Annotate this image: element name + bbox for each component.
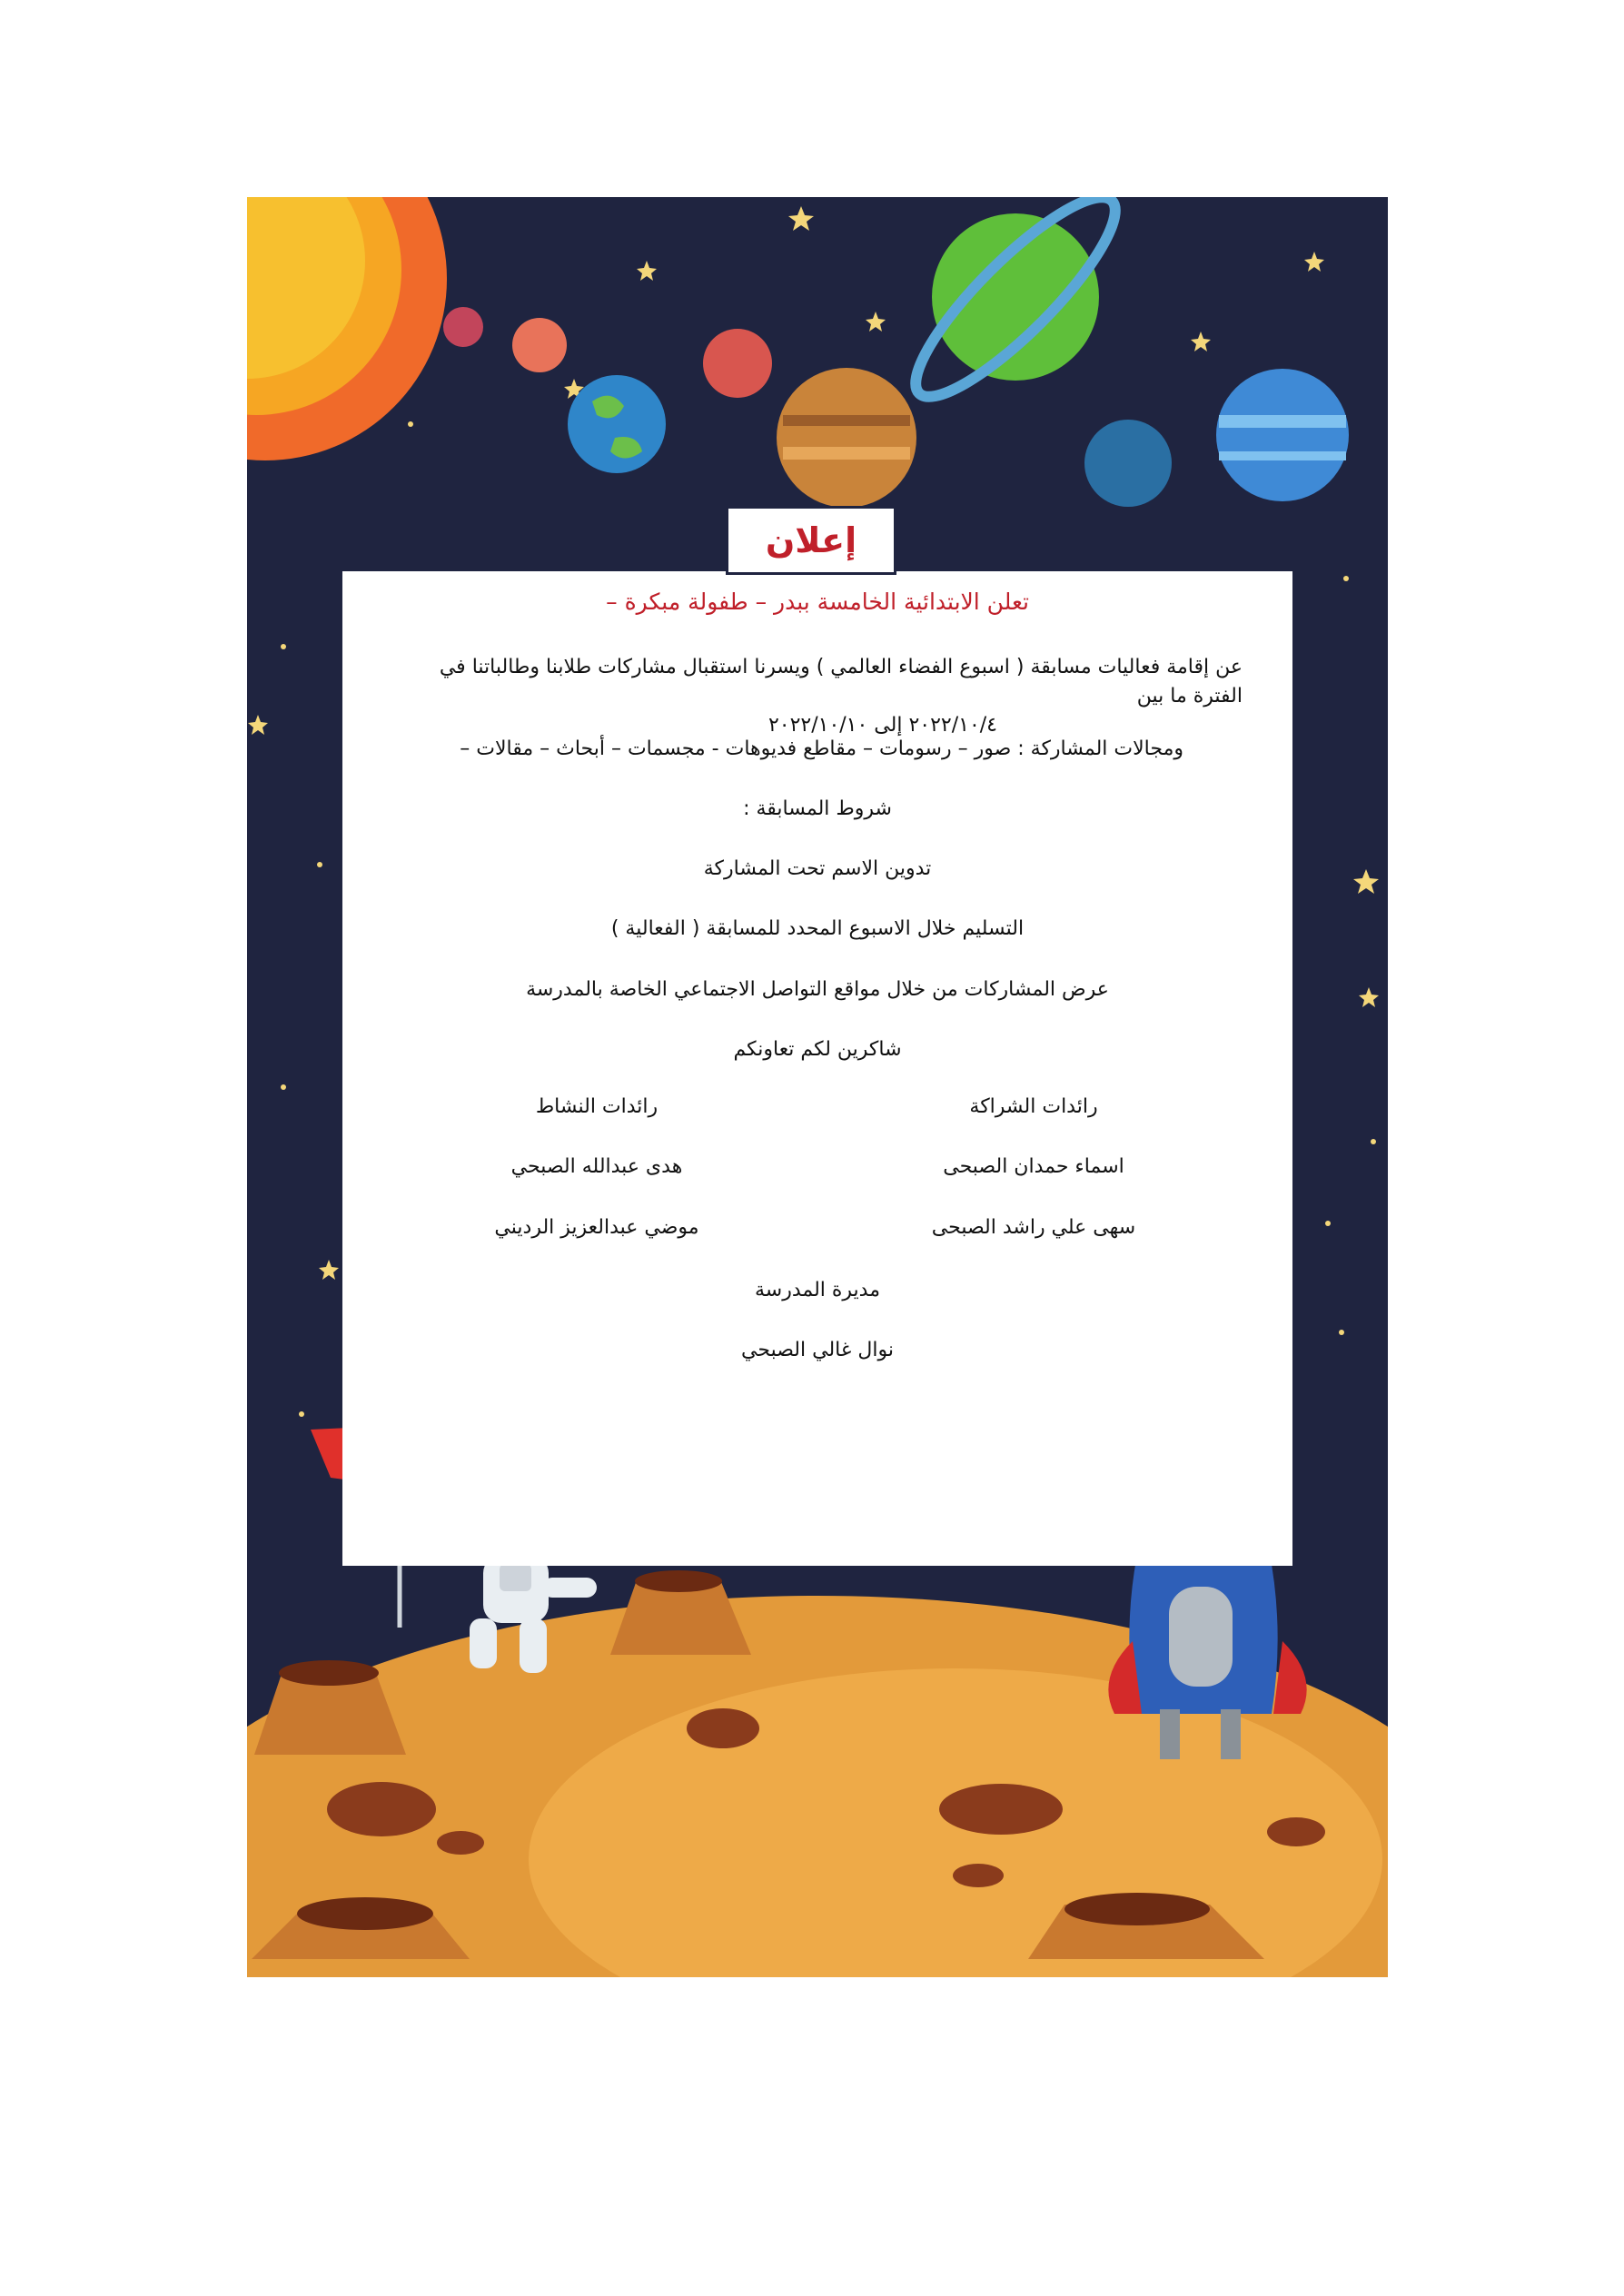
planet-neptune — [1216, 369, 1349, 501]
planet-orange — [512, 318, 567, 372]
activity-name: هدى عبدالله الصبحي — [510, 1155, 683, 1178]
conditions-title: شروط المسابقة : — [743, 797, 892, 820]
principal-title: مديرة المدرسة — [754, 1279, 881, 1301]
participation-fields: ومجالات المشاركة : صور – رسومات – مقاطع فديوهات - مجسمات – أبحاث – مقالات – — [460, 737, 1183, 760]
subtitle: تعلن الابتدائية الخامسة ببدر – طفولة مبكرة – — [606, 589, 1029, 615]
partnership-name: سهى علي راشد الصبحى — [931, 1216, 1136, 1239]
activity-name: موضي عبدالعزيز الرديني — [494, 1216, 699, 1239]
announcement-panel — [342, 571, 1292, 1566]
page-title: إعلان — [765, 520, 857, 560]
planet-striped — [703, 329, 772, 398]
condition-item: عرض المشاركات من خلال مواقع التواصل الاجتماعي الخاصة بالمدرسة — [526, 978, 1109, 1001]
planet-swirl — [1084, 420, 1172, 507]
intro-line-2: ٢٠٢٢/١٠/٤ إلى ٢٠٢٢/١٠/١٠ — [767, 714, 997, 737]
partnership-title: رائدات الشراكة — [969, 1095, 1098, 1118]
thanks-line: شاكرين لكم تعاونكم — [733, 1038, 902, 1061]
planet-jupiter — [777, 368, 916, 508]
principal-name: نوال غالي الصبحي — [741, 1339, 894, 1361]
planet-earth — [568, 375, 666, 473]
poster — [247, 197, 1388, 1977]
announcement-title-box — [726, 506, 896, 575]
intro-line-1: عن إقامة فعاليات مسابقة ( اسبوع الفضاء العالمي ) ويسرنا استقبال مشاركات طلابنا وطالباتنا في الفترة ما بين — [439, 656, 1243, 708]
partnership-name: اسماء حمدان الصبحى — [943, 1155, 1124, 1178]
condition-item: التسليم خلال الاسبوع المحدد للمسابقة ( الفعالية ) — [610, 917, 1025, 940]
intro-paragraph — [392, 653, 1243, 740]
activity-title: رائدات النشاط — [535, 1095, 659, 1118]
planet-saturn — [932, 213, 1099, 381]
planet-small-red — [443, 307, 483, 347]
condition-item: تدوين الاسم تحت المشاركة — [703, 857, 932, 880]
